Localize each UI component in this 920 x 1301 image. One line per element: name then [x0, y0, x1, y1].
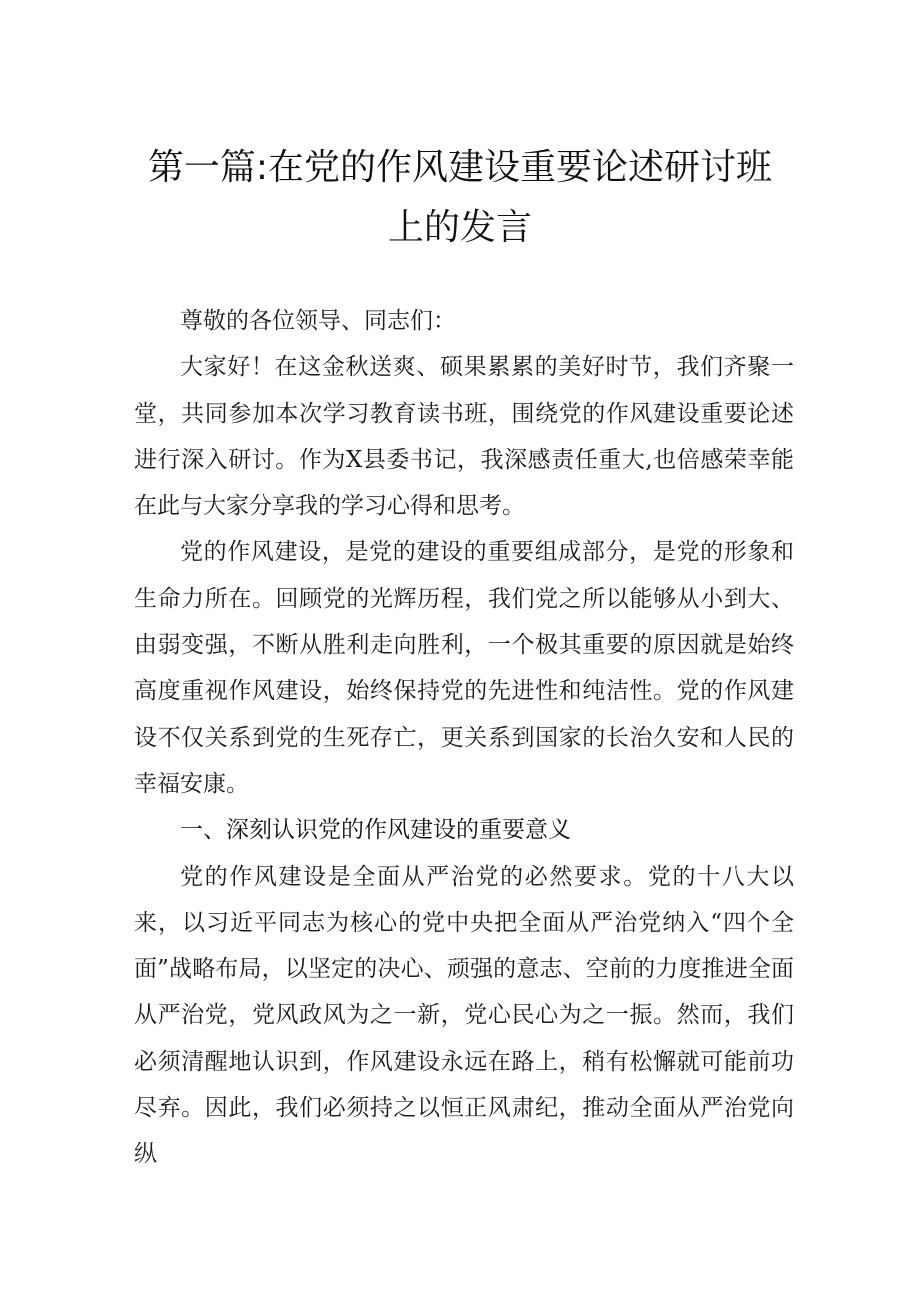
- section-heading-1: 一、深刻认识党的作风建设的重要意义: [180, 817, 571, 844]
- document-title-line-2: 上的发言: [387, 207, 532, 248]
- intro-paragraph: 党的作风建设，是党的建设的重要组成部分，是党的形象和生命力所在。回顾党的光辉历程，我们党之所以能够从小到大、由弱变强，不断从胜利走向胜利，一个极其重要的原因就是始终高度重视作风建设，始终保持党的先进性和纯洁性。党的作风建设不仅关系到党的生死存亡，更关系到国家的长治久安和人民的幸福安康。: [134, 539, 794, 797]
- salutation-paragraph: 尊敬的各位领导、同志们：: [180, 308, 456, 334]
- document-title-line-1: 第一篇:在党的作风建设重要论述研讨班: [147, 147, 773, 188]
- section-1-paragraph: 党的作风建设是全面从严治党的必然要求。党的十八大以来，以习近平同志为核心的党中央把全面从严治党纳入“四个全面”战略布局，以坚定的决心、顽强的意志、空前的力度推进全面从严治党，党风政风为之一新，党心民心为之一振。然而，我们必须清醒地认识到，作风建设永远在路上，稍有松懈就可能前功尽弃。因此，我们必须持之以恒正风肃纪，推动全面从严治党向纵: [134, 863, 794, 1168]
- greeting-paragraph: 大家好！在这金秋送爽、硕果累累的美好时节，我们齐聚一堂，共同参加本次学习教育读书班，围绕党的作风建设重要论述进行深入研讨。作为X县委书记，我深感责任重大,也倍感荣幸能在此与大家分享我的学习心得和思考。: [134, 354, 794, 520]
- document-body: [134, 298, 794, 1178]
